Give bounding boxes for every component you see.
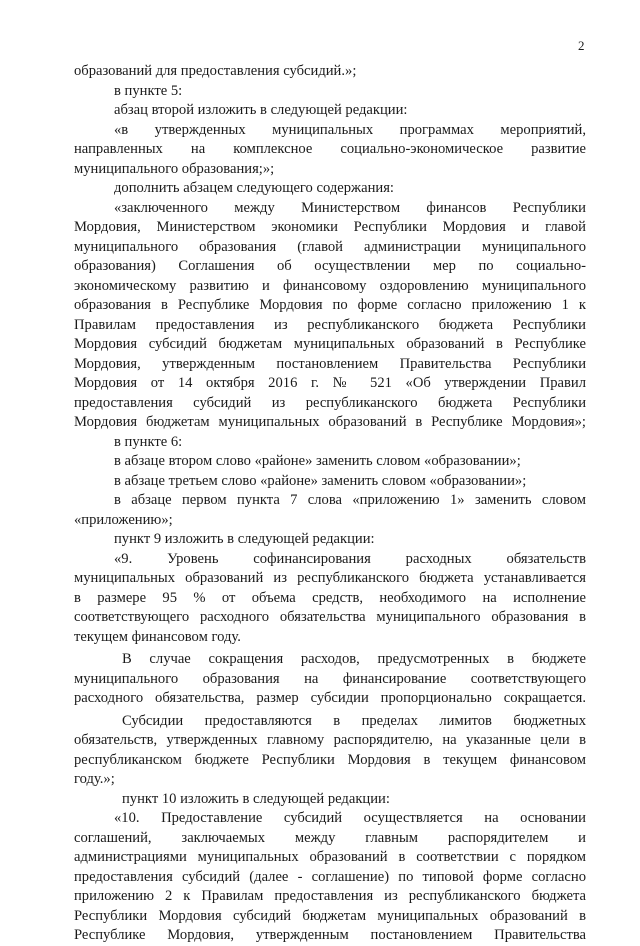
text-line: обязательств, утвержденных главному распорядителю, на указанные цели в [74, 732, 586, 748]
text-line: текущем финансовом году. [74, 628, 241, 645]
text-line: муниципального образования;»; [74, 160, 275, 177]
text-line: Мордовия, утвержденным постановлением Правительства Республики [74, 355, 586, 372]
text-line: Субсидии предоставляются в пределах лимитов бюджетных [122, 712, 586, 729]
text-line: образований для предоставления субсидий.»; [74, 63, 357, 79]
text-line: Республики Мордовия субсидий бюджетам муниципальных образований в [74, 907, 586, 924]
text-line: расходного обязательства, размер субсидии пропорционально сокращается. [74, 690, 586, 706]
text-line: в абзаце первом пункта 7 слова «приложению 1» заменить словом [114, 492, 586, 508]
text-line: Мордовия субсидий бюджетам муниципальных образований в Республике [74, 336, 586, 352]
text-line: абзац второй изложить в следующей редакции: [114, 102, 408, 118]
text-line: муниципального образования (главой администрации муниципального [74, 238, 586, 255]
text-line: направленных на комплексное социально-экономическое развитие [74, 141, 586, 157]
text-line: предоставления субсидий (далее - соглашение) по типовой форме согласно [74, 868, 586, 885]
text-line: муниципального образования на финансирование соответствующего [74, 670, 586, 687]
text-line: в пункте 6: [114, 433, 183, 450]
text-line: муниципальных образований из республиканского бюджета устанавливается [74, 570, 586, 586]
text-line: предоставления субсидий из республиканского бюджета Республики [74, 394, 586, 411]
text-line: в абзаце третьем слово «районе» заменить словом «образовании»; [114, 472, 527, 489]
text-line: в пункте 5: [114, 82, 183, 99]
text-line: соглашений, заключаемых между главным распорядителем и [74, 829, 586, 846]
text-line: республиканском бюджете Республики Мордовия в текущем финансовом [74, 751, 586, 768]
text-line: Мордовия бюджетам муниципальных образований в Республике Мордовия»; [74, 414, 586, 430]
text-line: в размере 95 % от объема средств, необходимого на исполнение [74, 589, 586, 606]
text-line: дополнить абзацем следующего содержания: [114, 180, 394, 196]
text-line: «приложению»; [74, 511, 173, 528]
text-line: образования) Соглашения об осуществлении мер по социально- [74, 258, 586, 274]
text-line: образования в Республике Мордовия по форме согласно приложению 1 к [74, 297, 586, 313]
text-line: экономическому развитию и финансовому оздоровлению муниципального [74, 277, 586, 294]
text-line: приложению 2 к Правилам предоставления из республиканского бюджета [74, 888, 586, 904]
text-line: Мордовия, Министерством экономики Республики Мордовия и главой [74, 219, 586, 235]
text-line: Мордовия от 14 октября 2016 г. № 521 «Об утверждении Правил [74, 375, 586, 391]
text-line: пункт 10 изложить в следующей редакции: [122, 790, 390, 807]
text-line: пункт 9 изложить в следующей редакции: [114, 531, 375, 547]
text-line: В случае сокращения расходов, предусмотренных в бюджете [122, 651, 586, 667]
text-line: Правилам предоставления из республиканского бюджета Республики [74, 316, 586, 333]
document-body [74, 62, 586, 946]
text-line: году.»; [74, 771, 115, 787]
text-line: «10. Предоставление субсидий осуществляется на основании [114, 810, 586, 826]
text-line: «9. Уровень софинансирования расходных обязательств [114, 550, 586, 567]
page-number: 2 [578, 38, 585, 53]
text-line: соответствующего расходного обязательства муниципального образования в [74, 609, 586, 625]
text-line: «в утвержденных муниципальных программах мероприятий, [114, 121, 586, 138]
text-line: администрациями муниципальных образований в соответствии с порядком [74, 849, 586, 865]
text-line: Республике Мордовия, утвержденным постановлением Правительства [74, 927, 586, 943]
text-line: «заключенного между Министерством финансов Республики [114, 199, 586, 216]
text-line: в абзаце втором слово «районе» заменить словом «образовании»; [114, 453, 521, 469]
